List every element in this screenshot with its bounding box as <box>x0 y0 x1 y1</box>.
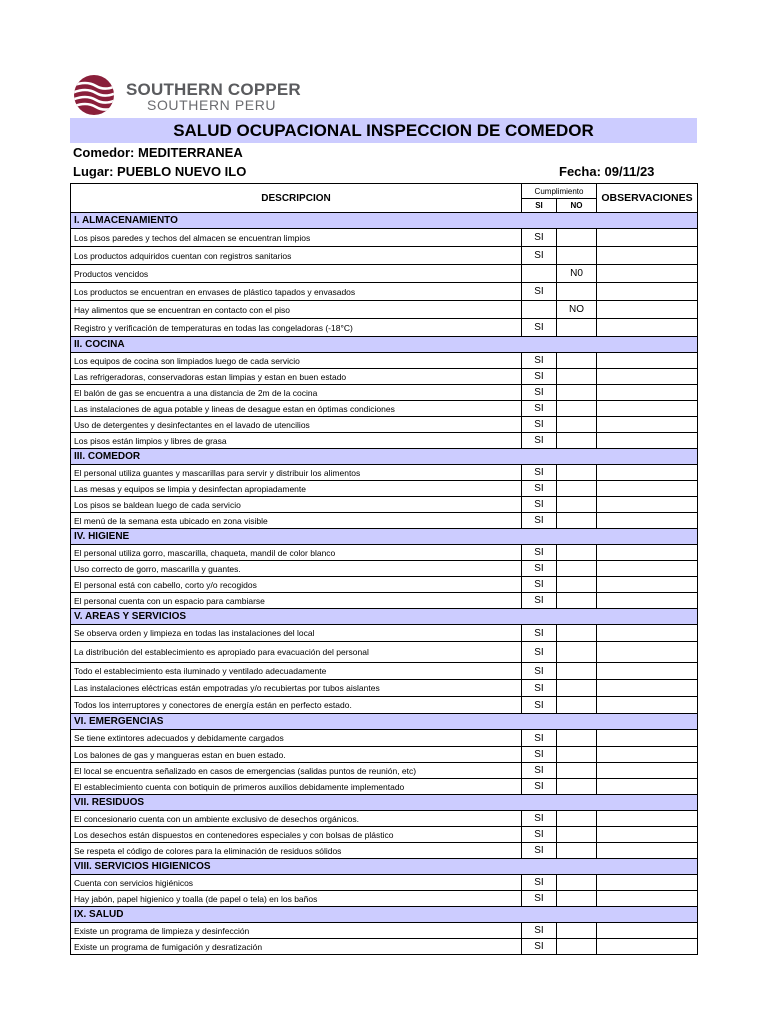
si-cell: SI <box>522 811 557 827</box>
item-description: El personal utiliza guantes y mascarillas para servir y distribuir los alimentos <box>71 465 522 481</box>
observaciones-cell <box>597 843 698 859</box>
table-row <box>71 401 698 417</box>
si-cell: SI <box>522 513 557 529</box>
table-row <box>71 283 698 301</box>
item-description: El personal cuenta con un espacio para cambiarse <box>71 593 522 609</box>
item-description: Todos los interruptores y conectores de energía están en perfecto estado. <box>71 697 522 714</box>
si-cell: SI <box>522 747 557 763</box>
si-cell: SI <box>522 891 557 907</box>
no-cell <box>557 561 597 577</box>
item-description: Las mesas y equipos se limpia y desinfectan apropiadamente <box>71 481 522 497</box>
observaciones-cell <box>597 891 698 907</box>
no-cell <box>557 319 597 337</box>
table-row <box>71 939 698 955</box>
observaciones-cell <box>597 401 698 417</box>
observaciones-cell <box>597 763 698 779</box>
header-no: NO <box>557 199 597 213</box>
table-row <box>71 301 698 319</box>
si-cell: SI <box>522 481 557 497</box>
si-cell: SI <box>522 369 557 385</box>
observaciones-cell <box>597 747 698 763</box>
section-title: III. COMEDOR <box>71 449 698 465</box>
item-description: Las refrigeradoras, conservadoras estan limpias y estan en buen estado <box>71 369 522 385</box>
no-cell <box>557 577 597 593</box>
no-cell <box>557 481 597 497</box>
section-row <box>71 213 698 229</box>
section-row <box>71 609 698 625</box>
observaciones-cell <box>597 593 698 609</box>
table-row <box>71 265 698 283</box>
table-row <box>71 779 698 795</box>
section-row <box>71 795 698 811</box>
si-cell: SI <box>522 497 557 513</box>
item-description: Uso correcto de gorro, mascarilla y guantes. <box>71 561 522 577</box>
no-cell <box>557 433 597 449</box>
no-cell <box>557 625 597 642</box>
no-cell <box>557 465 597 481</box>
section-title: VI. EMERGENCIAS <box>71 714 698 730</box>
section-row <box>71 859 698 875</box>
item-description: El personal está con cabello, corto y/o recogidos <box>71 577 522 593</box>
table-row <box>71 697 698 714</box>
header-si: SI <box>522 199 557 213</box>
item-description: El establecimiento cuenta con botiquin de primeros auxilios debidamente implementado <box>71 779 522 795</box>
observaciones-cell <box>597 875 698 891</box>
table-row <box>71 763 698 779</box>
section-title: VII. RESIDUOS <box>71 795 698 811</box>
item-description: Los equipos de cocina son limpiados luego de cada servicio <box>71 353 522 369</box>
item-description: Todo el establecimiento esta iluminado y ventilado adecuadamente <box>71 663 522 680</box>
table-row <box>71 481 698 497</box>
section-row <box>71 529 698 545</box>
table-row <box>71 875 698 891</box>
table-row <box>71 642 698 663</box>
observaciones-cell <box>597 369 698 385</box>
no-cell <box>557 891 597 907</box>
no-cell <box>557 247 597 265</box>
si-cell: SI <box>522 417 557 433</box>
table-row <box>71 891 698 907</box>
item-description: Registro y verificación de temperaturas en todas las congeladoras (-18°C) <box>71 319 522 337</box>
section-title: V. AREAS Y SERVICIOS <box>71 609 698 625</box>
observaciones-cell <box>597 319 698 337</box>
observaciones-cell <box>597 697 698 714</box>
si-cell: SI <box>522 545 557 561</box>
observaciones-cell <box>597 577 698 593</box>
table-row <box>71 663 698 680</box>
no-cell: NO <box>557 301 597 319</box>
item-description: Productos vencidos <box>71 265 522 283</box>
si-cell: SI <box>522 697 557 714</box>
item-description: Los productos adquiridos cuentan con registros sanitarios <box>71 247 522 265</box>
header-descripcion: DESCRIPCION <box>71 184 522 213</box>
no-cell <box>557 353 597 369</box>
item-description: El menú de la semana esta ubicado en zona visible <box>71 513 522 529</box>
company-logo <box>72 74 312 118</box>
item-description: Los pisos están limpios y libres de grasa <box>71 433 522 449</box>
section-title: VIII. SERVICIOS HIGIENICOS <box>71 859 698 875</box>
item-description: Los desechos están dispuestos en contenedores especiales y con bolsas de plástico <box>71 827 522 843</box>
si-cell: SI <box>522 763 557 779</box>
no-cell <box>557 385 597 401</box>
item-description: El concesionario cuenta con un ambiente exclusivo de desechos orgánicos. <box>71 811 522 827</box>
item-description: Los balones de gas y mangueras estan en buen estado. <box>71 747 522 763</box>
table-row <box>71 843 698 859</box>
table-row <box>71 353 698 369</box>
observaciones-cell <box>597 481 698 497</box>
si-cell: SI <box>522 283 557 301</box>
header-observaciones: OBSERVACIONES <box>597 184 698 213</box>
si-cell: SI <box>522 593 557 609</box>
si-cell: SI <box>522 247 557 265</box>
observaciones-cell <box>597 730 698 747</box>
table-row <box>71 385 698 401</box>
no-cell <box>557 763 597 779</box>
no-cell <box>557 779 597 795</box>
section-title: II. COCINA <box>71 337 698 353</box>
table-row <box>71 247 698 265</box>
si-cell: SI <box>522 663 557 680</box>
no-cell <box>557 369 597 385</box>
observaciones-cell <box>597 625 698 642</box>
table-row <box>71 923 698 939</box>
observaciones-cell <box>597 417 698 433</box>
table-row <box>71 465 698 481</box>
observaciones-cell <box>597 433 698 449</box>
si-cell: SI <box>522 433 557 449</box>
no-cell <box>557 843 597 859</box>
si-cell: SI <box>522 779 557 795</box>
no-cell <box>557 747 597 763</box>
no-cell: N0 <box>557 265 597 283</box>
table-row <box>71 319 698 337</box>
logo-brand-subname: SOUTHERN PERU <box>147 97 277 113</box>
item-description: Existe un programa de fumigación y desratización <box>71 939 522 955</box>
si-cell: SI <box>522 923 557 939</box>
header-cumplimiento: Cumplimiento <box>522 184 597 199</box>
table-row <box>71 593 698 609</box>
item-description: Existe un programa de limpieza y desinfección <box>71 923 522 939</box>
section-row <box>71 337 698 353</box>
no-cell <box>557 513 597 529</box>
observaciones-cell <box>597 663 698 680</box>
observaciones-cell <box>597 545 698 561</box>
si-cell: SI <box>522 642 557 663</box>
no-cell <box>557 642 597 663</box>
item-description: El local se encuentra señalizado en casos de emergencias (salidas puntos de reunión, etc) <box>71 763 522 779</box>
no-cell <box>557 923 597 939</box>
si-cell <box>522 265 557 283</box>
no-cell <box>557 593 597 609</box>
item-description: Se observa orden y limpieza en todas las instalaciones del local <box>71 625 522 642</box>
section-row <box>71 907 698 923</box>
si-cell: SI <box>522 401 557 417</box>
section-title: I. ALMACENAMIENTO <box>71 213 698 229</box>
observaciones-cell <box>597 811 698 827</box>
si-cell: SI <box>522 625 557 642</box>
lugar-label: Lugar: PUEBLO NUEVO ILO <box>73 164 247 179</box>
table-row <box>71 417 698 433</box>
si-cell: SI <box>522 680 557 697</box>
logo-brand-name: SOUTHERN COPPER <box>126 80 301 99</box>
item-description: Cuenta con servicios higiénicos <box>71 875 522 891</box>
page-title: SALUD OCUPACIONAL INSPECCION DE COMEDOR <box>70 118 697 143</box>
observaciones-cell <box>597 265 698 283</box>
si-cell: SI <box>522 730 557 747</box>
section-title: IV. HIGIENE <box>71 529 698 545</box>
observaciones-cell <box>597 561 698 577</box>
si-cell: SI <box>522 385 557 401</box>
observaciones-cell <box>597 680 698 697</box>
table-row <box>71 369 698 385</box>
observaciones-cell <box>597 229 698 247</box>
item-description: Hay alimentos que se encuentran en contacto con el piso <box>71 301 522 319</box>
no-cell <box>557 827 597 843</box>
no-cell <box>557 663 597 680</box>
table-row <box>71 577 698 593</box>
item-description: Se tiene extintores adecuados y debidamente cargados <box>71 730 522 747</box>
table-row <box>71 730 698 747</box>
si-cell: SI <box>522 939 557 955</box>
table-row <box>71 561 698 577</box>
fecha-label: Fecha: 09/11/23 <box>559 164 655 179</box>
observaciones-cell <box>597 385 698 401</box>
item-description: El personal utiliza gorro, mascarilla, chaqueta, mandil de color blanco <box>71 545 522 561</box>
si-cell: SI <box>522 875 557 891</box>
si-cell: SI <box>522 561 557 577</box>
si-cell: SI <box>522 827 557 843</box>
item-description: Las instalaciones de agua potable y lineas de desague estan en óptimas condiciones <box>71 401 522 417</box>
comedor-label: Comedor: MEDITERRANEA <box>73 145 243 160</box>
item-description: Hay jabón, papel higienico y toalla (de papel o tela) en los baños <box>71 891 522 907</box>
section-row <box>71 714 698 730</box>
no-cell <box>557 283 597 301</box>
item-description: Se respeta el código de colores para la eliminación de residuos sólidos <box>71 843 522 859</box>
no-cell <box>557 680 597 697</box>
item-description: Los productos se encuentran en envases de plástico tapados y envasados <box>71 283 522 301</box>
observaciones-cell <box>597 465 698 481</box>
table-row <box>71 433 698 449</box>
no-cell <box>557 497 597 513</box>
si-cell: SI <box>522 577 557 593</box>
table-row <box>71 497 698 513</box>
inspection-table <box>70 183 698 955</box>
section-title: IX. SALUD <box>71 907 698 923</box>
southern-copper-logo-icon <box>72 74 120 118</box>
no-cell <box>557 417 597 433</box>
table-row <box>71 827 698 843</box>
observaciones-cell <box>597 301 698 319</box>
observaciones-cell <box>597 642 698 663</box>
si-cell: SI <box>522 843 557 859</box>
no-cell <box>557 730 597 747</box>
item-description: Uso de detergentes y desinfectantes en el lavado de utencilios <box>71 417 522 433</box>
si-cell <box>522 301 557 319</box>
observaciones-cell <box>597 779 698 795</box>
no-cell <box>557 697 597 714</box>
section-row <box>71 449 698 465</box>
item-description: Las instalaciones eléctricas están empotradas y/o recubiertas por tubos aislantes <box>71 680 522 697</box>
table-header-row <box>71 184 698 199</box>
observaciones-cell <box>597 923 698 939</box>
item-description: Los pisos paredes y techos del almacen se encuentran limpios <box>71 229 522 247</box>
no-cell <box>557 811 597 827</box>
table-row <box>71 513 698 529</box>
no-cell <box>557 401 597 417</box>
observaciones-cell <box>597 247 698 265</box>
si-cell: SI <box>522 465 557 481</box>
no-cell <box>557 229 597 247</box>
table-row <box>71 680 698 697</box>
si-cell: SI <box>522 319 557 337</box>
item-description: El balón de gas se encuentra a una distancia de 2m de la cocina <box>71 385 522 401</box>
table-row <box>71 747 698 763</box>
observaciones-cell <box>597 353 698 369</box>
si-cell: SI <box>522 353 557 369</box>
observaciones-cell <box>597 939 698 955</box>
no-cell <box>557 545 597 561</box>
table-row <box>71 545 698 561</box>
table-row <box>71 625 698 642</box>
observaciones-cell <box>597 283 698 301</box>
si-cell: SI <box>522 229 557 247</box>
item-description: La distribución del establecimiento es apropiado para evacuación del personal <box>71 642 522 663</box>
table-row <box>71 811 698 827</box>
table-row <box>71 229 698 247</box>
observaciones-cell <box>597 497 698 513</box>
no-cell <box>557 939 597 955</box>
item-description: Los pisos se baldean luego de cada servicio <box>71 497 522 513</box>
observaciones-cell <box>597 513 698 529</box>
observaciones-cell <box>597 827 698 843</box>
no-cell <box>557 875 597 891</box>
